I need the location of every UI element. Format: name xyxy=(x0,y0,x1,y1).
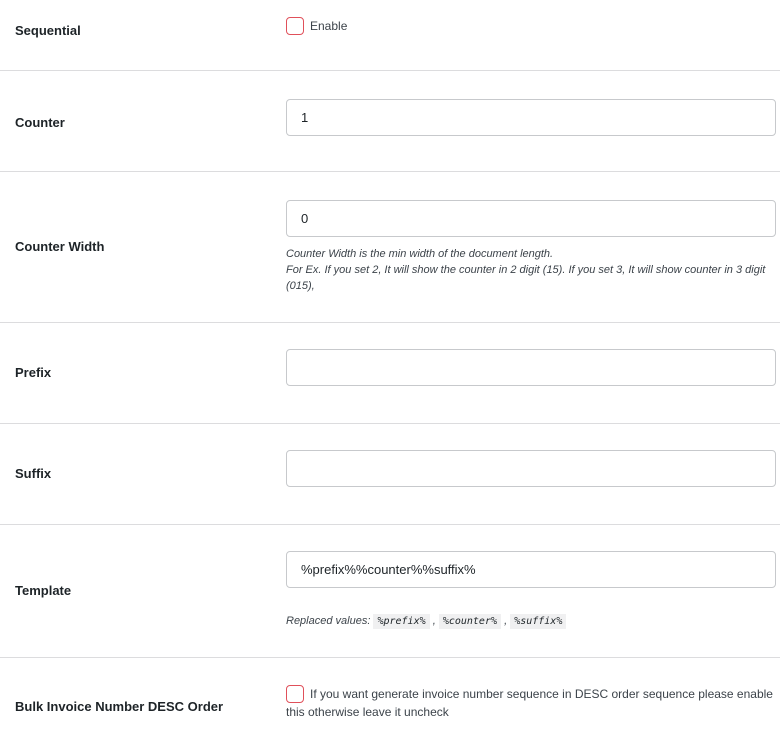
token-counter: %counter% xyxy=(439,614,501,629)
counter-width-input[interactable] xyxy=(286,200,776,237)
replaced-values-label: Replaced values: xyxy=(286,615,371,627)
sequential-enable-label[interactable]: Enable xyxy=(310,19,348,33)
token-separator: , xyxy=(504,615,508,627)
counter-input[interactable] xyxy=(286,99,776,136)
row-suffix xyxy=(0,424,780,525)
counter-width-description xyxy=(286,246,771,294)
suffix-input[interactable] xyxy=(286,450,776,487)
counter-width-desc-line1: Counter Width is the min width of the document length. xyxy=(286,248,554,260)
row-counter-width xyxy=(0,172,780,323)
sequential-enable-checkbox[interactable] xyxy=(286,17,304,35)
template-label: Template xyxy=(15,583,72,598)
template-replaced-values xyxy=(286,613,771,630)
prefix-input[interactable] xyxy=(286,349,776,386)
bulk-desc-order-description: If you want generate invoice number sequence in DESC order sequence please enable this otherwise leave it uncheck xyxy=(286,687,773,719)
sequential-label: Sequential xyxy=(15,23,81,38)
row-bulk-desc-order xyxy=(0,658,780,748)
row-counter xyxy=(0,71,780,172)
row-prefix xyxy=(0,323,780,424)
suffix-label: Suffix xyxy=(15,466,52,481)
row-template xyxy=(0,525,780,658)
token-prefix: %prefix% xyxy=(373,614,429,629)
token-suffix: %suffix% xyxy=(510,614,566,629)
bulk-desc-order-label: Bulk Invoice Number DESC Order xyxy=(15,699,224,714)
template-input[interactable] xyxy=(286,551,776,588)
counter-width-label: Counter Width xyxy=(15,239,105,254)
prefix-label: Prefix xyxy=(15,365,52,380)
counter-label: Counter xyxy=(15,115,65,130)
token-separator: , xyxy=(432,615,436,627)
row-sequential xyxy=(0,0,780,71)
counter-width-desc-line2: For Ex. If you set 2, It will show the counter in 2 digit (15). If you set 3, It will show counter in 3 digit (015), xyxy=(286,264,766,292)
